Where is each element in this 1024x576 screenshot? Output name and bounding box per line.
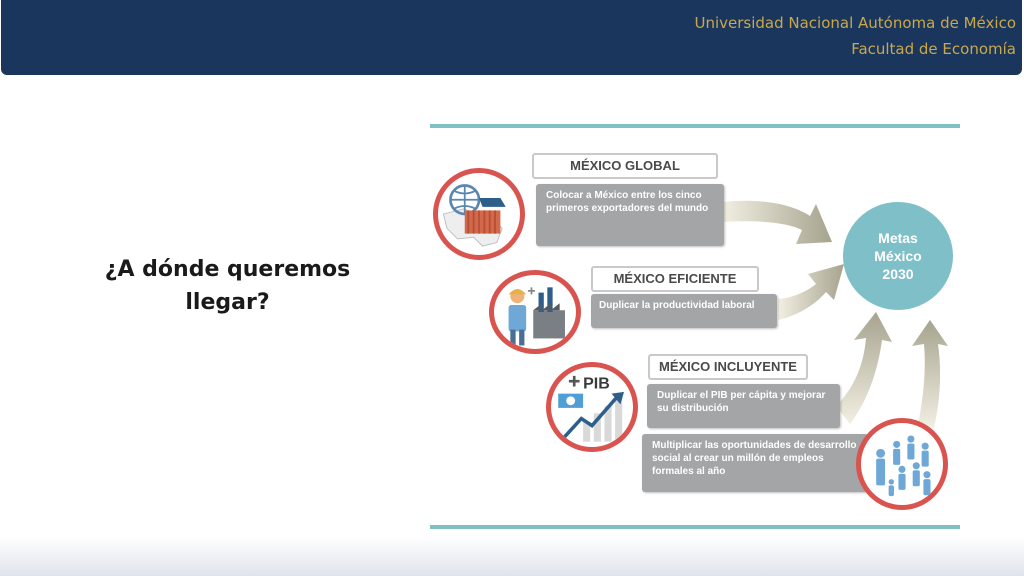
arrow-global <box>722 201 832 244</box>
bottom-gradient <box>0 536 1024 576</box>
mexico-global-title: MÉXICO GLOBAL <box>532 153 718 179</box>
university-name: Universidad Nacional Autónoma de México <box>694 14 1016 32</box>
arrow-empleos <box>912 320 948 428</box>
faculty-name: Facultad de Economía <box>851 40 1016 58</box>
globe-container-icon <box>433 168 525 260</box>
header-bar <box>1 0 1022 75</box>
infographic <box>430 124 960 530</box>
pib-label: PIB <box>583 375 610 393</box>
arrow-incluyente <box>836 312 892 424</box>
mexico-global-description: Colocar a México entre los cinco primeros exportadores del mundo <box>536 184 724 246</box>
worker-factory-icon <box>489 270 581 354</box>
mexico-incluyente-description-empleos: Multiplicar las oportunidades de desarrollo social al crear un millón de empleos formales al año <box>642 434 868 492</box>
mexico-incluyente-description-pib: Duplicar el PIB per cápita y mejorar su distribución <box>647 384 840 428</box>
bottom-rule <box>430 525 960 529</box>
mexico-eficiente-title: MÉXICO EFICIENTE <box>591 266 759 292</box>
pib-growth-icon <box>546 362 638 452</box>
goal-line-1: Metas <box>878 230 918 246</box>
slide-question: ¿A dónde queremos llegar? <box>104 257 351 315</box>
mexico-eficiente-description: Duplicar la productividad laboral <box>591 294 777 328</box>
goal-line-3: 2030 <box>882 266 914 282</box>
people-group-icon <box>856 418 948 510</box>
arrow-eficiente <box>778 264 844 320</box>
metas-mexico-2030-circle <box>843 202 953 310</box>
mexico-incluyente-title: MÉXICO INCLUYENTE <box>648 354 808 380</box>
goal-line-2: México <box>874 248 922 264</box>
